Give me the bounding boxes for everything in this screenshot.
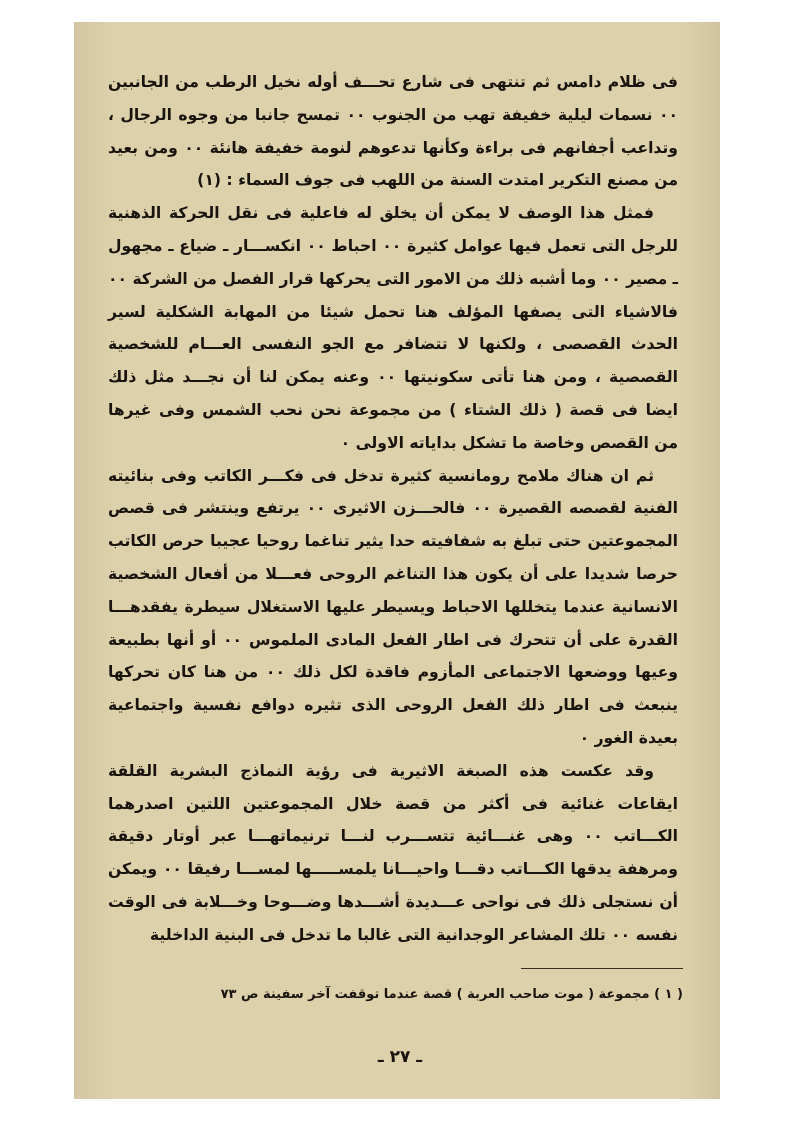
paragraph-1: فى ظلام دامس ثم تنتهى فى شارع تحـــف أوله نخيل الرطب من الجانبين ٠٠ نسمات ليلية خفيفة تهب من الجنوب ٠٠ تمسح جانبا من وجوه الرجال ، وتداعب أجفانهم فى براءة وكأنها تدعوهم لنومة خفيفة هانئة ٠٠ ومن بعيد من مصنع التكرير امتدت السنة من اللهب فى جوف السماء : (١): [108, 73, 678, 190]
page-number: ـ ٢٧ ـ: [377, 1047, 423, 1067]
paragraph-3: ثم ان هناك ملامح رومانسية كثيرة تدخل فى فكـــر الكاتب وفى بنائيته الفنية لقصصه القصيرة ٠٠ فالحـــزن الاثيرى ٠٠ يرتفع وينتشر فى قصص المجموعتين حتى تبلغ به شفافيته حدا يثير تناغما روحيا عجيبا حرص الكاتب حرصا شديدا على أن يكون هذا التناغم الروحى فعـــلا من أفعال الشخصية الانسانية عندما يتخللها الاحباط ويسيطر عليها الاستغلال سيطرة يفقدهـــا القدرة على أن تتحرك فى اطار الفعل المادى الملموس ٠٠ أو أنها بطبيعة وعيها ووضعها الاجتماعى المأزوم فاقدة لكل ذلك ٠٠ من هنا كان تحركها ينبعث فى اطار ذلك الفعل الروحى الذى تثيره دوافع نفسية واجتماعية بعيدة الغور ٠: [108, 466, 679, 747]
paragraph-2: فمثل هذا الوصف لا يمكن أن يخلق له فاعلية فى نقل الحركة الذهنية للرجل التى تعمل فيها عوامل كثيرة ٠٠ احباط ٠٠ انكســـار ـ ضياع ـ مجهول ـ مصير ٠٠ وما أشبه ذلك من الامور التى يحركها قرار الفصل من الشركة ٠٠ فالاشياء التى يصفها المؤلف هنا تحمل شيئا من المهابة الشكلية لسير الحدث القصصى ، ولكنها لا تتضافر مع الجو النفسى العـــام للشخصية القصصية ، ومن هنا تأتى سكونيتها ٠٠ وعنه يمكن لنا أن نجـــد مثل ذلك ايضا فى قصة ( ذلك الشتاء ) من مجموعة نحن نحب الشمس وفى غيرها من القصص وخاصة ما تشكل بداياته الاولى ٠: [108, 204, 679, 452]
paragraph-4: وقد عكست هذه الصبغة الاثيرية فى رؤية النماذج البشرية القلقة ايقاعات غنائية فى أكثر من قصة خلال المجموعتين اللتين اصدرهما الكـــاتب ٠٠ وهى غنـــائية تتســـرب لنـــا ترنيماتهـــا عبر أوتار دقيقة ومرهفة يدقها الكـــاتب دقـــا واحيـــانا يلمســـــها لمســـا رفيقا ٠٠ ويمكن أن نستجلى ذلك فى نواحى عـــديدة أشـــدها وضـــوحا وخـــلابة فى الوقت نفسه ٠٠ تلك المشاعر الوجدانية التى غالبا ما تدخل فى البنية الداخلية: [108, 761, 678, 944]
footnote: ( ١ ) مجموعة ( موت صاحب العربة ) قصة عندما توقفت آخر سفينة ص ٧٣: [220, 987, 683, 1002]
footnote-divider: [521, 968, 683, 969]
body-text: [108, 66, 678, 952]
